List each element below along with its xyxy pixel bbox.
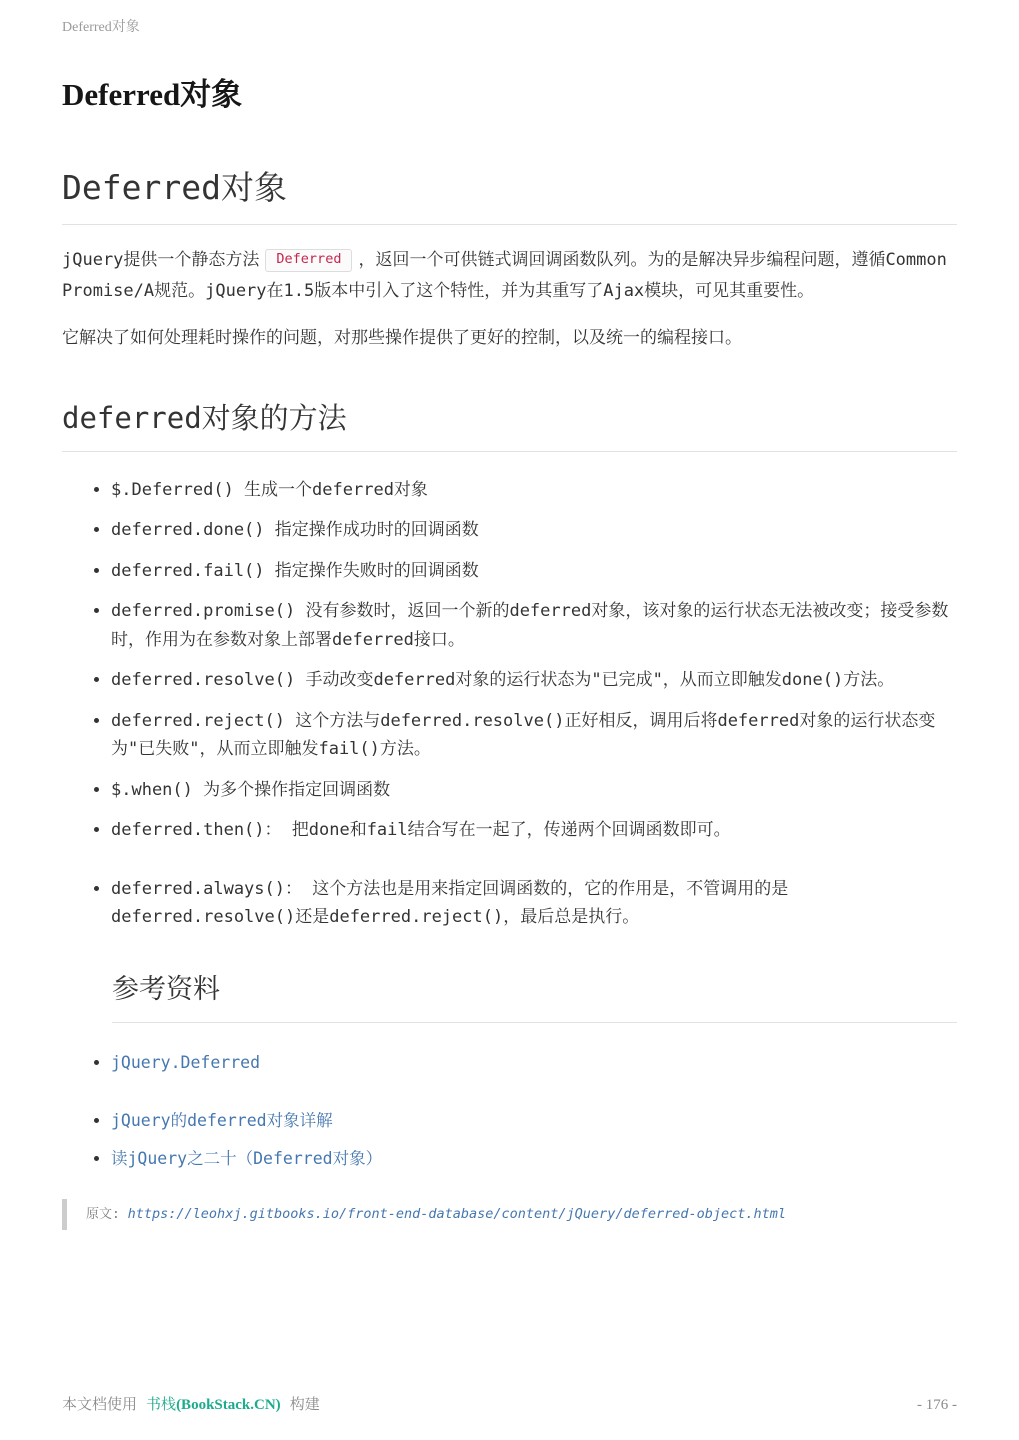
footer-builder-text <box>62 1393 320 1414</box>
deferred-section-heading: Deferred对象 <box>62 167 957 225</box>
intro-text-after: ，返回一个可供链式调回调函数队列。为的是解决异步编程问题，遵循Common Promise/A规范。jQuery在1.5版本中引入了这个特性，并为其重写了Ajax模块，可见其重要性。 <box>62 250 947 302</box>
second-paragraph: 它解决了如何处理耗时操作的问题，对那些操作提供了更好的控制，以及统一的编程接口。 <box>62 328 742 349</box>
method-list-item: • $.when() 为多个操作指定回调函数 <box>111 776 957 805</box>
reference-link[interactable]: jQuery.Deferred <box>111 1052 261 1072</box>
method-list-item: • deferred.reject() 这个方法与deferred.resolve()正好相反，调用后将deferred对象的运行状态变为"已失败"，从而立即触发fail()方法。 <box>111 707 957 764</box>
intro-text-before: jQuery提供一个静态方法 <box>62 250 260 271</box>
bookstack-brand-link[interactable] <box>146 1395 281 1413</box>
reference-link[interactable]: jQuery的deferred对象详解 <box>111 1110 333 1130</box>
reference-list-item <box>111 1049 957 1077</box>
brand-name-en: (BookStack.CN) <box>176 1397 281 1413</box>
reference-list-item <box>111 1145 957 1173</box>
page-title: Deferred对象 <box>62 77 243 112</box>
methods-list <box>62 476 957 932</box>
footer-prefix: 本文档使用 <box>62 1395 138 1413</box>
references-section-heading: 参考资料 <box>112 972 957 1023</box>
method-list-item: • deferred.always()： 这个方法也是用来指定回调函数的，它的作用是，不管调用的是 deferred.resolve()还是deferred.reject()，最后总是执行。 <box>111 875 957 932</box>
method-list-item: • deferred.fail() 指定操作失败时的回调函数 <box>111 557 957 586</box>
reference-list-item <box>111 1107 957 1135</box>
page-number: - 176 - <box>917 1397 957 1413</box>
source-label: 原文: <box>86 1206 120 1222</box>
method-list-item: • deferred.then()： 把done和fail结合写在一起了，传递两个回调函数即可。 <box>111 816 957 845</box>
brand-name-cn: 书栈 <box>146 1395 177 1413</box>
document-content <box>62 0 957 1230</box>
methods-section-heading: deferred对象的方法 <box>62 400 957 451</box>
method-list-item: • deferred.promise() 没有参数时，返回一个新的deferred对象，该对象的运行状态无法被改变；接受参数时，作用为在参数对象上部署deferred接口。 <box>111 597 957 654</box>
footer-suffix: 构建 <box>289 1395 320 1413</box>
source-note <box>62 1199 957 1230</box>
page-footer <box>62 1393 957 1414</box>
reference-link[interactable]: 读jQuery之二十（Deferred对象） <box>111 1148 383 1168</box>
intro-paragraph <box>62 245 957 307</box>
running-header: Deferred对象 <box>62 20 140 35</box>
inline-code-badge: Deferred <box>265 249 352 272</box>
references-list <box>62 1049 957 1173</box>
source-url-link[interactable]: https://leohxj.gitbooks.io/front-end-database/content/jQuery/deferred-object.html <box>127 1205 786 1222</box>
method-list-item: • deferred.resolve() 手动改变deferred对象的运行状态为"已完成"，从而立即触发done()方法。 <box>111 666 957 695</box>
method-list-item: • $.Deferred() 生成一个deferred对象 <box>111 476 957 505</box>
method-list-item: • deferred.done() 指定操作成功时的回调函数 <box>111 516 957 545</box>
